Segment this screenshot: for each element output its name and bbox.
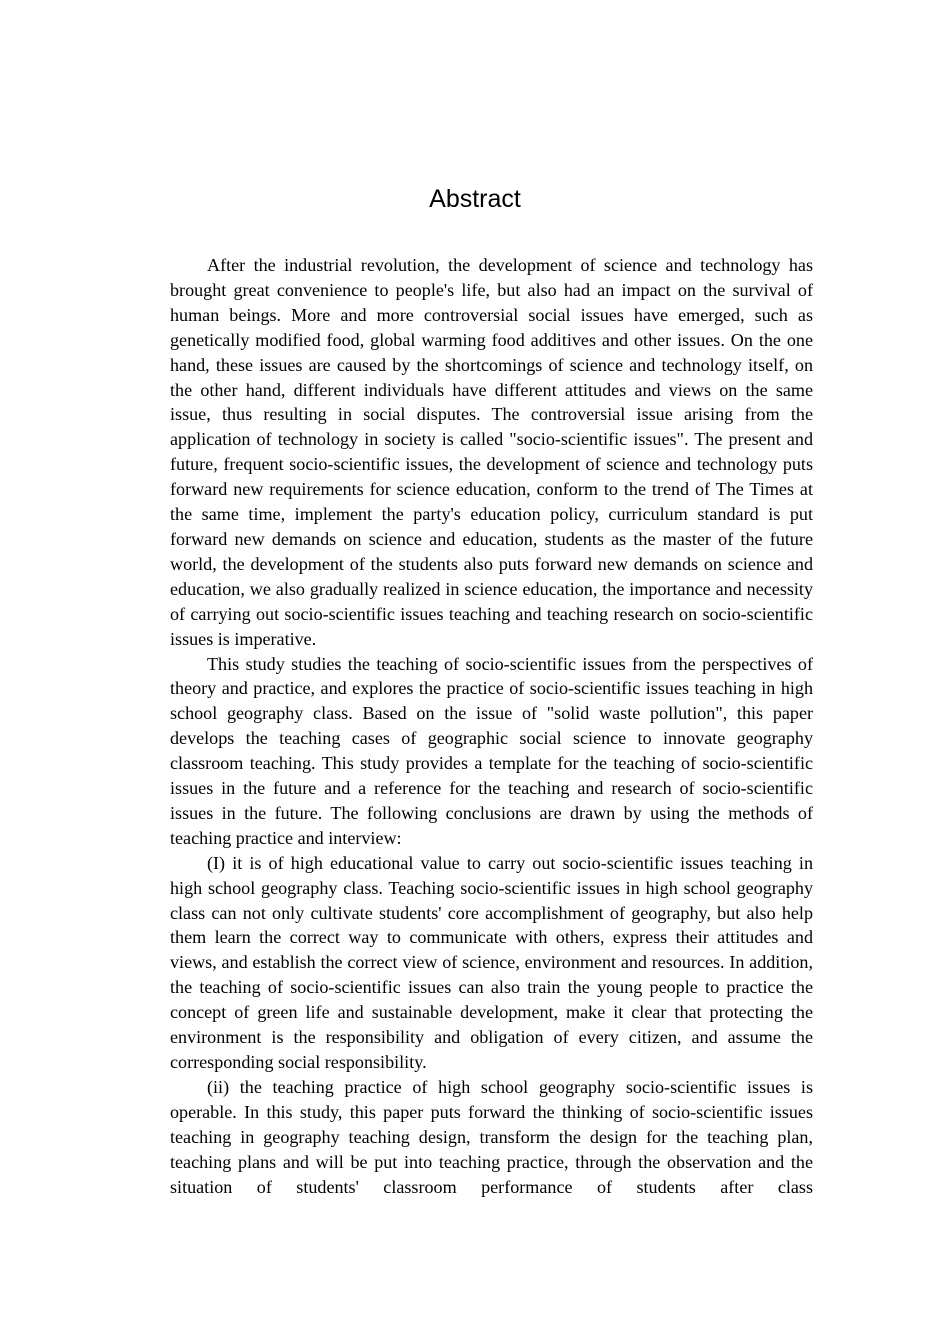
paragraph-3: (I) it is of high educational value to carry out socio-scientific issues teaching in high school geography class. Teaching socio-scientific issues in high school geography class can not only cultivate students' core accomplishment of geography, but also help them learn the correct way to communicate with others, express their attitudes and views, and establish the correct view of science, environment and resources. In addition, the teaching of socio-scientific issues can also train the young people to practice the concept of green life and sustainable development, make it clear that protecting the environment is the responsibility and obligation of every citizen, and assume the corresponding social responsibility.	[170, 852, 813, 1072]
paragraph-2: This study studies the teaching of socio-scientific issues from the perspectives of theory and practice, and explores the practice of socio-scientific issues teaching in high school geography class. Based on the issue of "solid waste pollution", this paper develops the teaching cases of geographic social science to innovate geography classroom teaching. This study provides a template for the teaching of socio-scientific issues in the future and a reference for the teaching and research of socio-scientific issues in the future. The following conclusions are drawn by using the methods of teaching practice and interview:	[170, 653, 813, 848]
paragraph-4: (ii) the teaching practice of high school geography socio-scientific issues is operable. In this study, this paper puts forward the thinking of socio-scientific issues teaching in geography teaching design, transform the design for the teaching plan, teaching plans and will be put into teaching practice, through the observation and the situation of students' classroom performance of students after class	[170, 1076, 813, 1197]
abstract-heading: Abstract	[429, 185, 521, 213]
paragraph-1: After the industrial revolution, the development of science and technology has brought great convenience to people's life, but also had an impact on the survival of human beings. More and more controversial social issues have emerged, such as genetically modified food, global warming food additives and other issues. On the one hand, these issues are caused by the shortcomings of science and technology itself, on the other hand, different individuals have different attitudes and views on the same issue, thus resulting in social disputes. The controversial issue arising from the application of technology in society is called "socio-scientific issues". The present and future, frequent socio-scientific issues, the development of science and technology puts forward new requirements for science education, conform to the trend of The Times at the same time, implement the party's education policy, curriculum standard is put forward new demands on science and education, students as the master of the future world, the development of the students also puts forward new demands on science and education, we also gradually realized in science education, the importance and necessity of carrying out socio-scientific issues teaching and teaching research on socio-scientific issues is imperative.	[170, 255, 813, 649]
abstract-body	[170, 253, 813, 1199]
